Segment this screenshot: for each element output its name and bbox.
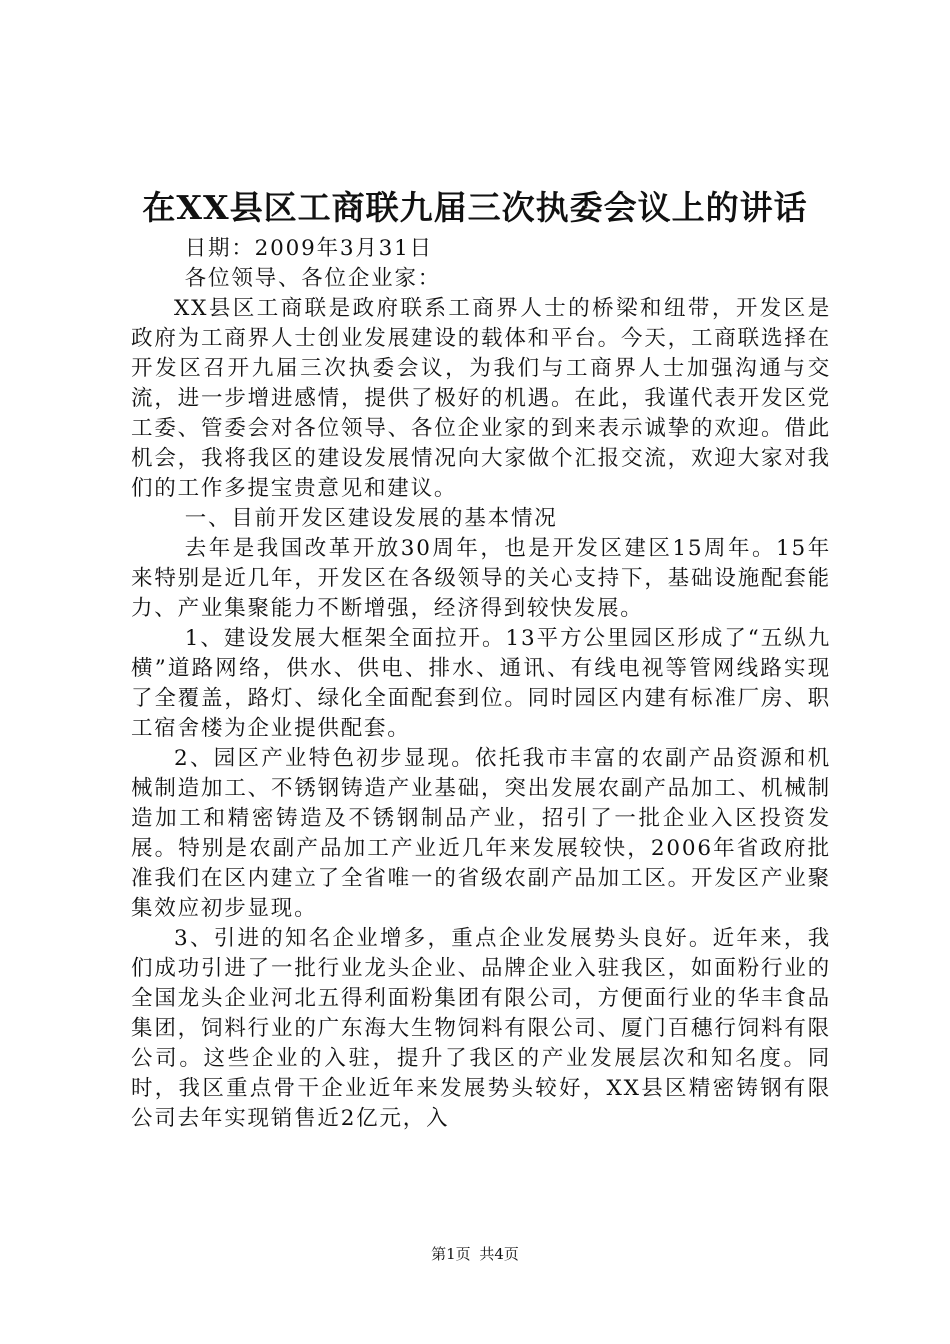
document-body (131, 234, 831, 1134)
page-total: 共4页 (479, 1245, 519, 1263)
paragraph-item-1: 1、建设发展大框架全面拉开。13平方公里园区形成了“五纵九横”道路网络，供水、供电、排水、通讯、有线电视等管网线路实现了全覆盖，路灯、绿化全面配套到位。同时园区内建有标准厂房、职工宿舍楼为企业提供配套。 (131, 626, 831, 741)
page-number: 第1页 (431, 1245, 471, 1263)
paragraph-intro: XX县区工商联是政府联系工商界人士的桥梁和纽带，开发区是政府为工商界人士创业发展建设的载体和平台。今天，工商联选择在开发区召开九届三次执委会议，为我们与工商界人士加强沟通与交流，进一步增进感情，提供了极好的机遇。在此，我谨代表开发区党工委、管委会对各位领导、各位企业家的到来表示诚挚的欢迎。借此机会，我将我区的建设发展情况向大家做个汇报交流，欢迎大家对我们的工作多提宝贵意见和建议。 (131, 296, 831, 501)
section-heading-1: 一、目前开发区建设发展的基本情况 (184, 506, 558, 531)
date-line: 日期：2009年3月31日 (184, 236, 433, 261)
document-title: 在XX县区工商联九届三次执委会议上的讲话 (142, 188, 808, 227)
paragraph-overview: 去年是我国改革开放30周年，也是开发区建区15周年。15年来特别是近几年，开发区在各级领导的关心支持下，基础设施配套能力、产业集聚能力不断增强，经济得到较快发展。 (131, 536, 831, 621)
page-footer (0, 1244, 950, 1264)
paragraph-item-2: 2、园区产业特色初步显现。依托我市丰富的农副产品资源和机械制造加工、不锈钢铸造产业基础，突出发展农副产品加工、机械制造加工和精密铸造及不锈钢制品产业，招引了一批企业入区投资发展。特别是农副产品加工产业近几年来发展较快，2006年省政府批准我们在区内建立了全省唯一的省级农副产品加工区。开发区产业聚集效应初步显现。 (131, 746, 831, 921)
salutation: 各位领导、各位企业家： (184, 266, 442, 291)
paragraph-item-3: 3、引进的知名企业增多，重点企业发展势头良好。近年来，我们成功引进了一批行业龙头企业、品牌企业入驻我区，如面粉行业的全国龙头企业河北五得利面粉集团有限公司，方便面行业的华丰食品集团，饲料行业的广东海大生物饲料有限公司、厦门百穗行饲料有限公司。这些企业的入驻，提升了我区的产业发展层次和知名度。同时，我区重点骨干企业近年来发展势头较好，XX县区精密铸钢有限公司去年实现销售近2亿元，入 (131, 926, 831, 1131)
